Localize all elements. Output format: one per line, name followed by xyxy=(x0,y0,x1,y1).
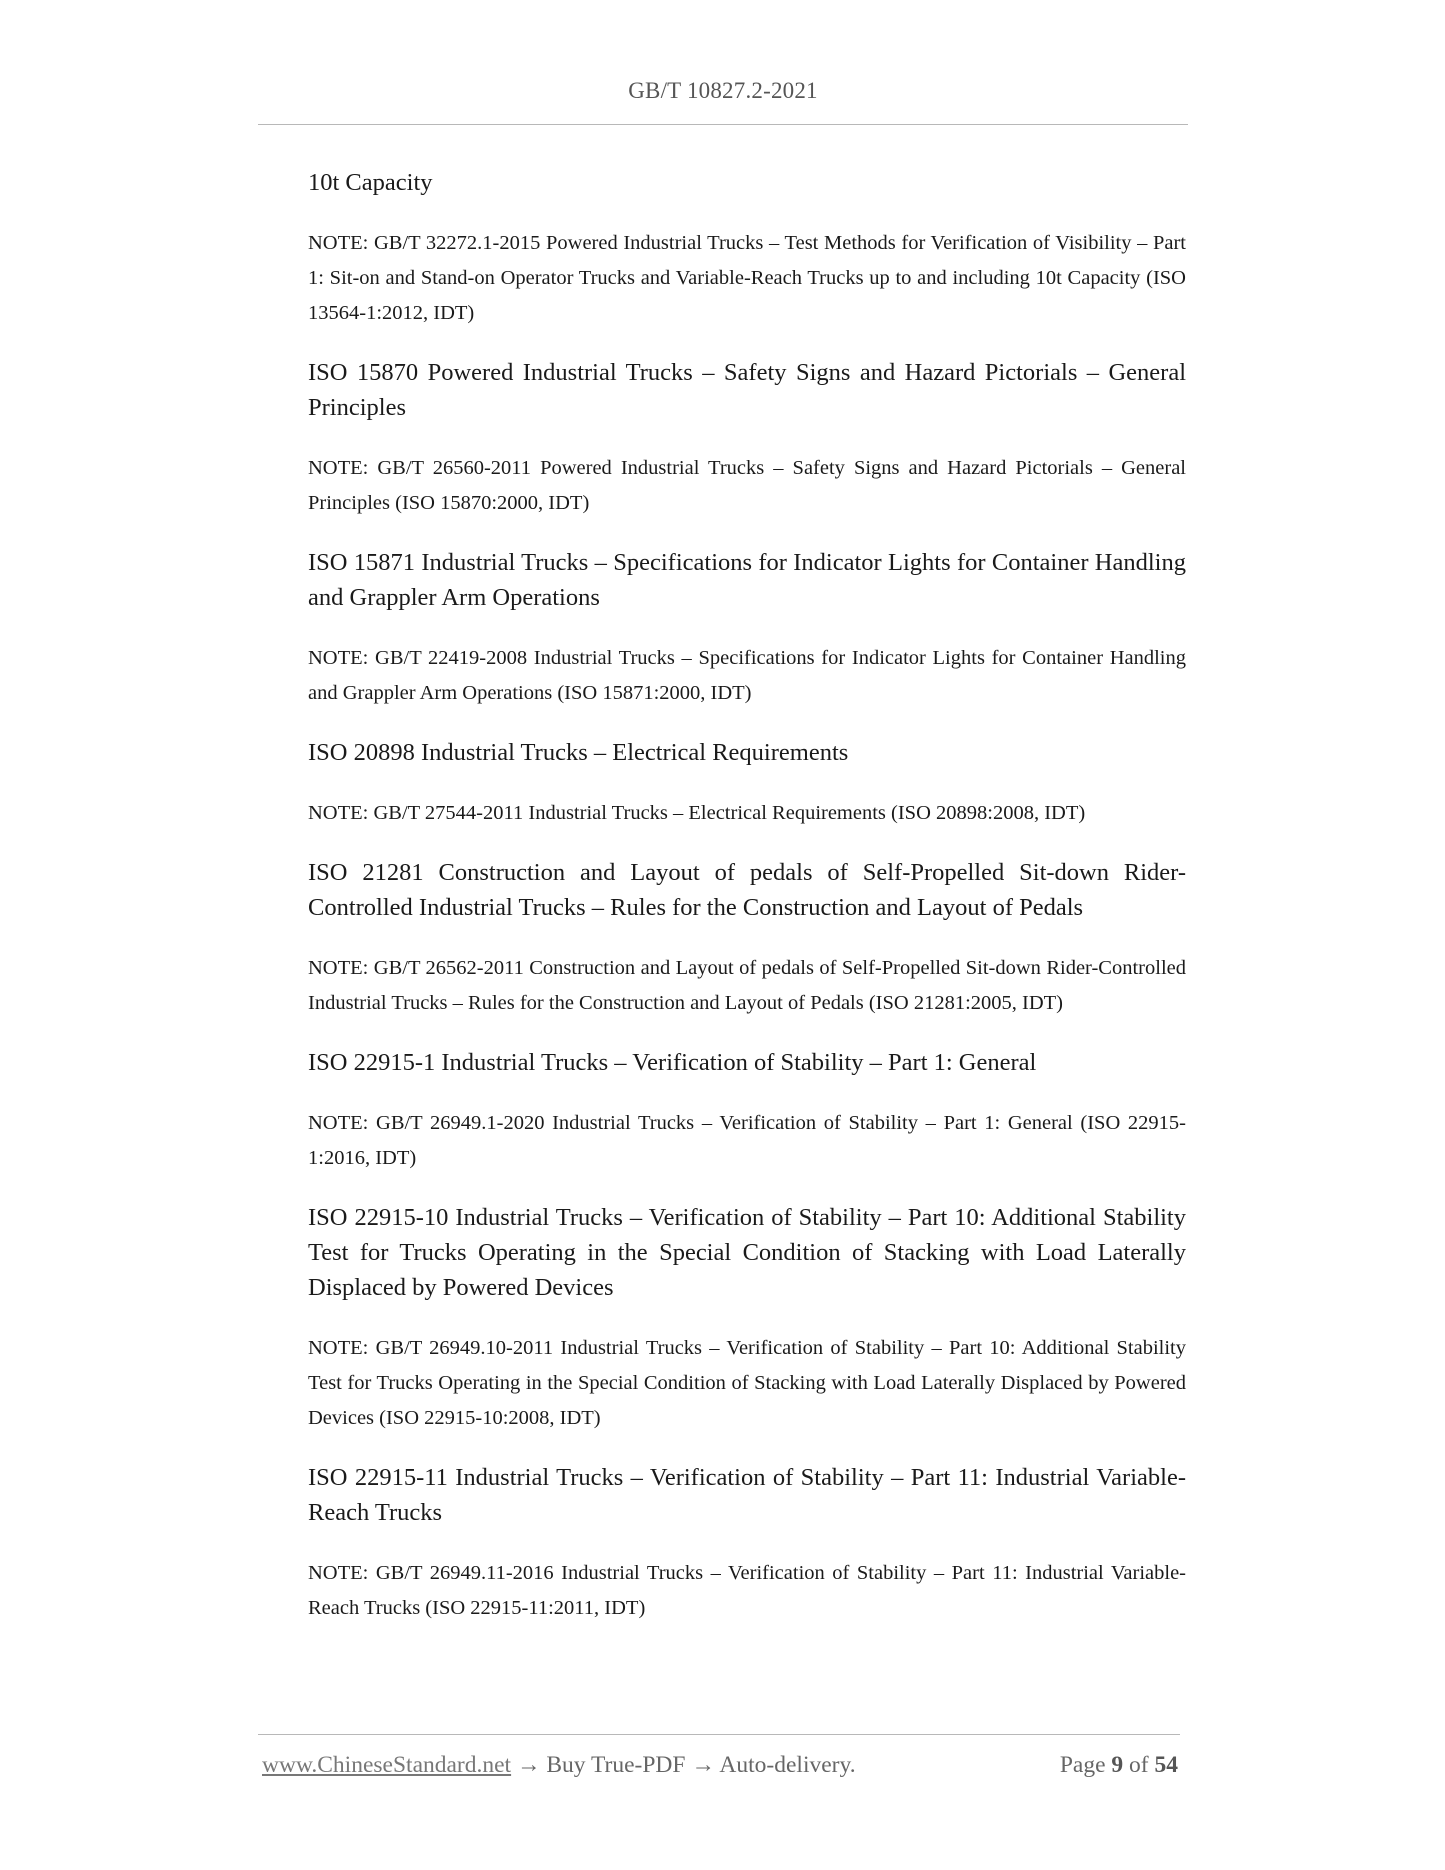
footer-divider xyxy=(258,1734,1180,1735)
delivery-text: Auto-delivery. xyxy=(719,1752,856,1778)
buy-text: Buy True-PDF xyxy=(546,1752,686,1778)
page-number xyxy=(1060,1752,1178,1779)
reference-note: NOTE: GB/T 26949.11-2016 Industrial Trucks – Verification of Stability – Part 11: Industrial Variable-Reach Trucks (ISO 22915-11:2011, IDT) xyxy=(308,1562,1186,1619)
website-link[interactable]: www.ChineseStandard.net xyxy=(262,1752,512,1778)
reference-title: ISO 21281 Construction and Layout of pedals of Self-Propelled Sit-down Rider-Controlled Industrial Trucks – Rules for the Construction and Layout of Pedals xyxy=(308,859,1186,921)
reference-note: NOTE: GB/T 26560-2011 Powered Industrial Trucks – Safety Signs and Hazard Pictorials – General Principles (ISO 15870:2000, IDT) xyxy=(308,457,1186,514)
reference-title: ISO 20898 Industrial Trucks – Electrical Requirements xyxy=(308,739,849,766)
footer-promo xyxy=(262,1752,856,1779)
document-body xyxy=(308,165,1186,1650)
reference-title: ISO 15871 Industrial Trucks – Specifications for Indicator Lights for Container Handling and Grappler Arm Operations xyxy=(308,549,1186,611)
reference-note: NOTE: GB/T 32272.1-2015 Powered Industrial Trucks – Test Methods for Verification of Visibility – Part 1: Sit-on and Stand-on Operator Trucks and Variable-Reach Trucks up to and including 10t Capacity (ISO 13564-1:2012, IDT) xyxy=(308,232,1186,324)
page-header: GB/T 10827.2-2021 xyxy=(628,78,818,103)
reference-continuation: 10t Capacity xyxy=(308,169,433,196)
page-footer xyxy=(262,1752,1182,1786)
reference-note: NOTE: GB/T 27544-2011 Industrial Trucks – Electrical Requirements (ISO 20898:2008, IDT) xyxy=(308,802,1086,824)
reference-title: ISO 15870 Powered Industrial Trucks – Safety Signs and Hazard Pictorials – General Principles xyxy=(308,359,1186,421)
reference-title: ISO 22915-11 Industrial Trucks – Verification of Stability – Part 11: Industrial Variable-Reach Trucks xyxy=(308,1464,1186,1526)
reference-title: ISO 22915-10 Industrial Trucks – Verification of Stability – Part 10: Additional Stability Test for Trucks Operating in the Special Condition of Stacking with Load Laterally Displaced by Powered Devices xyxy=(308,1204,1186,1301)
reference-note: NOTE: GB/T 26949.10-2011 Industrial Trucks – Verification of Stability – Part 10: Additional Stability Test for Trucks Operating in the Special Condition of Stacking with Load Laterally Displaced by Powered Devices (ISO 22915-10:2008, IDT) xyxy=(308,1337,1186,1429)
page-current: 9 xyxy=(1111,1752,1124,1778)
page-label: Page xyxy=(1059,1752,1106,1778)
reference-note: NOTE: GB/T 22419-2008 Industrial Trucks – Specifications for Indicator Lights for Container Handling and Grappler Arm Operations (ISO 15871:2000, IDT) xyxy=(308,647,1186,704)
arrow-right-icon: → xyxy=(516,1752,541,1778)
reference-note: NOTE: GB/T 26562-2011 Construction and Layout of pedals of Self-Propelled Sit-down Rider-Controlled Industrial Trucks – Rules for the Construction and Layout of Pedals (ISO 21281:2005, IDT) xyxy=(308,957,1186,1014)
reference-title: ISO 22915-1 Industrial Trucks – Verification of Stability – Part 1: General xyxy=(308,1049,1037,1076)
arrow-right-icon: → xyxy=(691,1752,715,1778)
page-of: of xyxy=(1129,1752,1149,1778)
header-divider xyxy=(258,124,1188,125)
reference-note: NOTE: GB/T 26949.1-2020 Industrial Trucks – Verification of Stability – Part 1: General (ISO 22915-1:2016, IDT) xyxy=(308,1112,1186,1169)
page-total: 54 xyxy=(1154,1752,1178,1778)
